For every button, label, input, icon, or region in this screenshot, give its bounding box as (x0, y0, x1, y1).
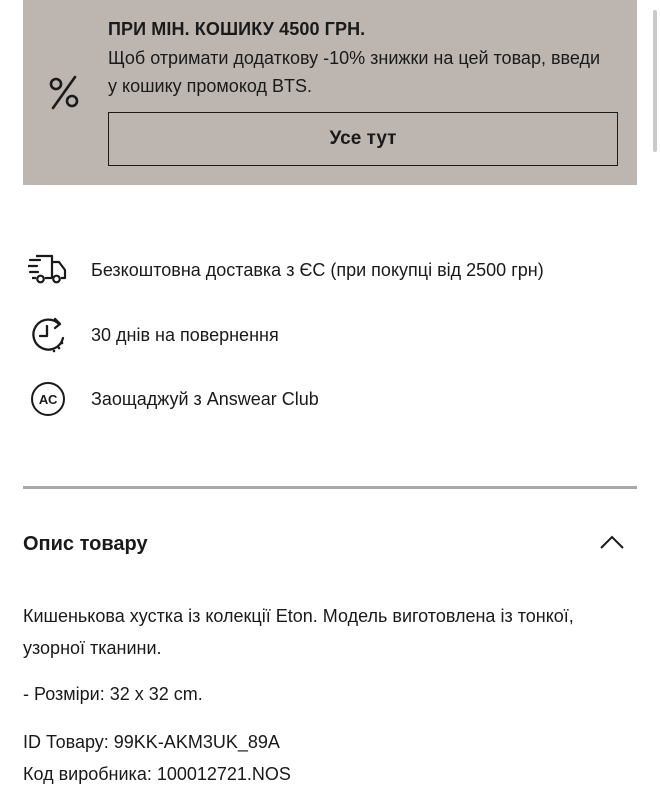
benefit-label: 30 днів на повернення (91, 324, 279, 345)
benefit-label: Заощаджуй з Answear Club (91, 388, 319, 409)
benefit-free-delivery (28, 250, 544, 290)
percent-icon (47, 74, 81, 110)
promo-text: Щоб отримати додаткову -10% знижки на цей товар, введи у кошику промокод BTS. (108, 48, 601, 96)
product-description-title: Опис товару (23, 533, 148, 555)
section-divider (23, 486, 637, 489)
promo-title: ПРИ МІН. КОШИКУ 4500 ГРН. (108, 19, 366, 39)
chevron-up-icon[interactable] (599, 533, 625, 551)
product-size: - Розміри: 32 x 32 cm. (23, 684, 203, 704)
promo-all-here-button[interactable]: Усе тут (108, 112, 618, 166)
delivery-truck-icon (28, 250, 68, 290)
manufacturer-code: Код виробника: 100012721.NOS (23, 764, 291, 784)
promo-banner (23, 0, 637, 185)
benefit-label: Безкоштовна доставка з ЄС (при покупці від 2500 грн) (91, 259, 544, 280)
answear-club-icon (28, 379, 68, 419)
return-clock-icon (28, 315, 68, 355)
product-id: ID Товару: 99KK-AKM3UK_89A (23, 732, 280, 752)
benefit-answear-club (28, 379, 319, 419)
answear-club-badge: AC (31, 382, 65, 416)
product-description-text: Кишенькова хустка із колекції Eton. Модель виготовлена із тонкої, узорної тканини. (23, 606, 574, 658)
product-description-accordion-header[interactable] (23, 523, 637, 567)
scrollbar[interactable] (653, 10, 657, 152)
benefit-returns (28, 315, 279, 355)
